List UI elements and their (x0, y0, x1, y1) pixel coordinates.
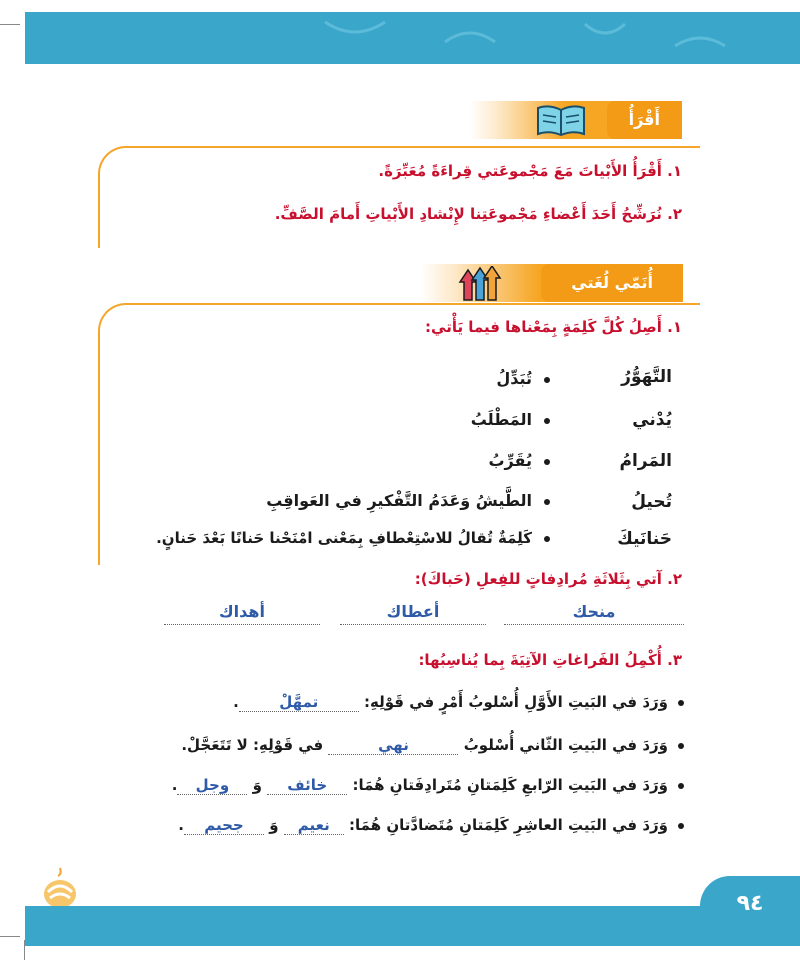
term-2: يُدْني (632, 410, 672, 430)
meaning-5 (156, 529, 550, 547)
meaning-1 (496, 369, 550, 388)
synonym-1[interactable]: منحك (504, 602, 684, 625)
meaning-4 (266, 491, 550, 510)
bullet (678, 700, 684, 706)
fill-text: وَرَدَ في البَيتِ الرّابعِ كَلِمَتانِ مُتَرادِفَتانِ هُمَا: (352, 776, 668, 794)
meaning-2 (471, 410, 550, 429)
synonym-2[interactable]: أعطاك (340, 602, 486, 625)
term-1: التَّهَوُّرُ (621, 367, 672, 387)
fill-after: في قَوْلِهِ: لا تَتَعَجَّلْ. (181, 736, 324, 754)
open-book-icon (535, 104, 587, 138)
bullet (678, 743, 684, 749)
bullet (544, 536, 550, 542)
page-number: ٩٤ (700, 876, 800, 936)
fill-item-1 (233, 693, 684, 712)
fill-item-4 (178, 816, 684, 835)
fill-blank[interactable]: خائف (267, 776, 347, 795)
q1-prompt: ١. أَصِلُ كُلَّ كَلِمَةٍ بِمَعْناها فيما يَأْتي: (425, 318, 682, 336)
fill-blank-2[interactable]: جحيم (184, 816, 264, 835)
top-banner (25, 12, 800, 64)
term-5: حَنانَيكَ (617, 529, 672, 549)
fill-conj: وَ (252, 776, 262, 794)
fill-blank[interactable]: نعيم (284, 816, 344, 835)
fill-end: . (233, 693, 239, 711)
fill-blank[interactable]: نهي (328, 736, 458, 755)
fill-end: . (171, 776, 178, 794)
bullet (678, 823, 684, 829)
bullet (544, 499, 550, 505)
fill-conj: وَ (269, 816, 279, 834)
fill-text: وَرَدَ في البَيتِ العاشِرِ كَلِمَتانِ مُتَضادَّتانِ هُمَا: (349, 816, 668, 834)
term-3: المَرامُ (619, 451, 672, 471)
meaning-text: كَلِمَةٌ تُقالُ للاسْتِعْطافِ بِمَعْنى امْنَحْنا حَنانًا بَعْدَ حَنانٍ. (156, 529, 532, 547)
language-section-title: أُنَمّي لُغَتي (541, 264, 683, 302)
arrows-growth-icon (458, 266, 506, 302)
bullet (544, 418, 550, 424)
fill-end: . (178, 816, 184, 834)
q2-prompt: ٢. آتي بِثَلاثَةِ مُرادِفاتٍ للفِعلِ (حَباكَ): (414, 570, 682, 588)
fill-item-2 (181, 736, 684, 755)
crop-mark (0, 936, 20, 937)
crop-mark (0, 24, 20, 25)
bullet (544, 377, 550, 383)
banner-decoration (25, 12, 800, 64)
read-section-title: أَقْرَأُ (607, 101, 682, 139)
bullet (544, 459, 550, 465)
q3-prompt: ٣. أُكْمِلُ الفَراغاتِ الآتِيَةَ بِما يُناسِبُها: (418, 651, 682, 669)
read-item-1: ١. أَقْرَأُ الأَبْياتَ مَعَ مَجْموعَتي قِراءَةً مُعَبِّرَةً. (378, 162, 682, 180)
meaning-text: الطَّيشُ وَعَدَمُ التَّفْكيرِ في العَواقِبِ (266, 491, 532, 510)
fill-blank[interactable]: تمهَّلْ (239, 693, 359, 712)
meaning-text: المَطْلَبُ (470, 410, 532, 429)
synonym-3[interactable]: أهداك (164, 602, 320, 625)
fill-blank-2[interactable]: وجل (177, 776, 247, 795)
meaning-3 (488, 451, 550, 470)
bullet (678, 783, 684, 789)
meaning-text: تُبَدِّلُ (496, 369, 532, 388)
fill-text: وَرَدَ في البَيتِ الأَوَّلِ أُسْلوبُ أَمْرٍ في قَوْلِهِ: (364, 693, 668, 711)
term-4: تُحيلُ (631, 492, 672, 512)
language-section-frame (98, 303, 700, 565)
meaning-text: يُقَرِّبُ (488, 451, 532, 470)
fill-item-3 (172, 776, 684, 795)
bottom-bar (25, 906, 800, 946)
read-item-2: ٢. نُرَشِّحُ أَحَدَ أَعْضاءِ مَجْموعَتِنا لإِنْشادِ الأَبْياتِ أَمامَ الصَّفِّ. (274, 205, 682, 223)
banner-corner (25, 64, 95, 90)
fill-text: وَرَدَ في البَيتِ الثّاني أُسْلوبُ (463, 736, 668, 754)
